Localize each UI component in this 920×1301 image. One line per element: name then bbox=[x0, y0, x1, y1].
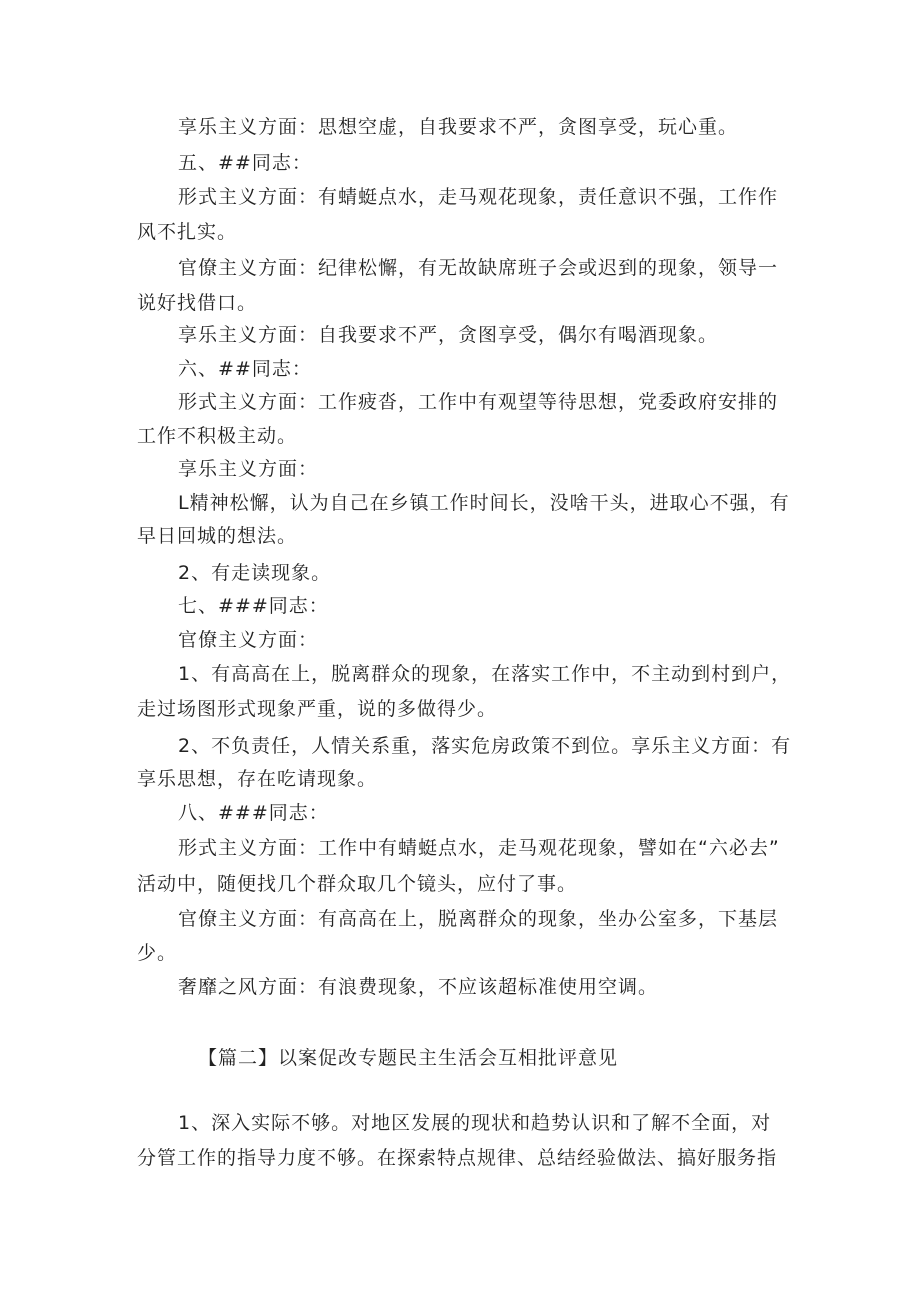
paragraph-line: 分管工作的指导力度不够。在探索特点规律、总结经验做法、搞好服务指 bbox=[137, 1147, 778, 1169]
paragraph-line: 2、有走读现象。 bbox=[178, 562, 332, 584]
paragraph-line: 形式主义方面：工作中有蜻蜓点水，走马观花现象，譬如在“六必去” bbox=[178, 837, 780, 859]
paragraph-line: 奢靡之风方面：有浪费现象，不应该超标准使用空调。 bbox=[178, 976, 659, 998]
paragraph-line: 说好找借口。 bbox=[137, 292, 258, 314]
paragraph-line: 享乐主义方面：自我要求不严，贪图享受，偶尔有喝酒现象。 bbox=[178, 324, 719, 346]
person-heading: 五、##同志： bbox=[178, 152, 312, 174]
paragraph-line: 形式主义方面：有蜻蜓点水，走马观花现象，责任意识不强，工作作 bbox=[178, 186, 779, 208]
paragraph-line: 风不扎实。 bbox=[137, 221, 238, 243]
paragraph-line: 形式主义方面：工作疲沓，工作中有观望等待思想，党委政府安排的 bbox=[178, 391, 779, 413]
paragraph-line: 1、有高高在上，脱离群众的现象，在落实工作中，不主动到村到户， bbox=[178, 663, 792, 685]
paragraph-line: 官僚主义方面： bbox=[178, 629, 319, 651]
paragraph-line: L精神松懈，认为自己在乡镇工作时间长，没啥干头，进取心不强，有 bbox=[178, 492, 790, 514]
paragraph-line: 享乐思想，存在吃请现象。 bbox=[137, 768, 378, 790]
section-heading: 【篇二】以案促改专题民主生活会互相批评意见 bbox=[198, 1047, 619, 1069]
paragraph-line: 少。 bbox=[137, 942, 178, 964]
paragraph-line: 享乐主义方面：思想空虚，自我要求不严，贪图享受，玩心重。 bbox=[178, 116, 739, 138]
paragraph-line: 官僚主义方面：纪律松懈，有无故缺席班子会或迟到的现象，领导一 bbox=[178, 257, 779, 279]
paragraph-line: 享乐主义方面： bbox=[178, 458, 319, 480]
paragraph-line: 活动中，随便找几个群众取几个镜头，应付了事。 bbox=[137, 873, 578, 895]
paragraph-line: 走过场图形式现象严重，说的多做得少。 bbox=[137, 698, 498, 720]
person-heading: 七、###同志： bbox=[178, 595, 329, 617]
person-heading: 八、###同志： bbox=[178, 802, 329, 824]
paragraph-line: 工作不积极主动。 bbox=[137, 425, 298, 447]
paragraph-line: 官僚主义方面：有高高在上，脱离群众的现象，坐办公室多，下基层 bbox=[178, 908, 779, 930]
paragraph-line: 1、深入实际不够。对地区发展的现状和趋势认识和了解不全面，对 bbox=[178, 1112, 772, 1134]
paragraph-line: 2、不负责任，人情关系重，落实危房政策不到位。享乐主义方面：有 bbox=[178, 735, 792, 757]
person-heading: 六、##同志： bbox=[178, 358, 312, 380]
paragraph-line: 早日回城的想法。 bbox=[137, 525, 298, 547]
